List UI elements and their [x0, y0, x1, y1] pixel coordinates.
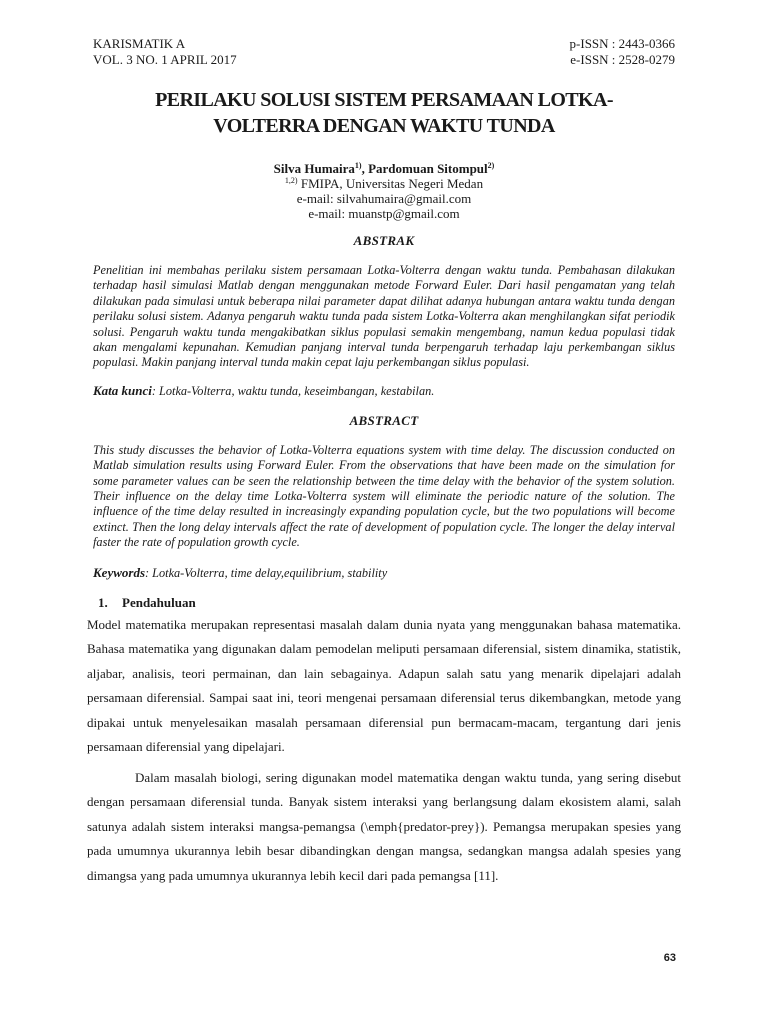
paper-title-line-2: VOLTERRA DENGAN WAKTU TUNDA — [213, 115, 555, 137]
keywords-text: : Lotka-Volterra, time delay,equilibrium, stability — [145, 565, 388, 580]
abstrak-text: Penelitian ini membahas perilaku sistem persamaan Lotka-Volterra dengan waktu tunda. Pembahasan dilakukan terhadap hasil simulasi Matlab dengan menggunakan metode Forward Euler. Dari hasil pengamatan yang telah dilakukan pada simulasi untuk beberapa nilai parameter dapat dilihat adanya hubungan antara waktu tunda dengan perilaku solusi sistem. Adanya pengaruh waktu tunda pada sistem Lotka-Volterra akan menghilangkan sifat periodik solusi. Pengaruh waktu tunda mengakibatkan siklus populasi semakin mengembang, namun kedua populasi tidak akan mengalami kepunahan. Kemudian panjang interval tunda berpengaruh terhadap laju perkembangan siklus populasi. Makin panjang interval tunda makin cepat laju perkembangan siklus populasi. — [93, 263, 675, 370]
body-paragraph-1: Model matematika merupakan representasi masalah dalam dunia nyata yang menggunakan bahasa matematika. Bahasa matematika yang digunakan dalam pemodelan meliputi persamaan diferensial, sistem dinamika, statistik, aljabar, analisis, teori permainan, dan lain sebagainya. Adapun salah satu yang menarik dipelajari adalah persamaan diferensial. Sampai saat ini, teori mengenai persamaan diferensial terus dikembangkan, metode yang dipakai untuk menyelesaikan masalah persamaan diferensial pun bermacam-macam, tergantung dari jenis persamaan diferensial yang dipelajari. — [87, 616, 681, 755]
section-title: Pendahuluan — [122, 594, 196, 610]
author-1-affil-mark: 1) — [354, 161, 362, 170]
volume-info: VOL. 3 NO. 1 APRIL 2017 — [93, 52, 237, 67]
author-2: Pardomuan Sitompul — [368, 161, 488, 176]
abstrak-heading: ABSTRAK — [353, 233, 415, 248]
affiliation-line — [93, 176, 675, 191]
journal-name: KARISMATIK A — [93, 36, 186, 51]
kata-kunci-text: : Lotka-Volterra, waktu tunda, keseimbangan, kestabilan. — [151, 383, 435, 398]
kata-kunci-line — [93, 383, 675, 399]
section-heading — [93, 595, 675, 611]
print-issn: p-ISSN : 2443-0366 — [569, 36, 675, 51]
affiliation-mark: 1,2) — [284, 176, 298, 185]
author-block — [93, 161, 675, 221]
paper-title — [93, 87, 675, 139]
paper-title-line-1: PERILAKU SOLUSI SISTEM PERSAMAAN LOTKA- — [155, 89, 613, 111]
running-header-row-2 — [93, 52, 675, 68]
kata-kunci-label: Kata kunci — [93, 382, 152, 398]
abstract-text: This study discusses the behavior of Lotka-Volterra equations system with time delay. The discussion conducted on Matlab simulation results using Forward Euler. From the observations that have been made on the simulation for some parameter values can be seen the relationship between the time delay with the behavior of the system solution. Their influence on the delay time Lotka-Volterra system will eliminate the periodic nature of the solution. The influence of the time delay resulted in increasingly expanding population cycle, but the two populations will become extinct. Then the long delay intervals affect the rate of development of population cycle. The longer the delay interval faster the rate of population growth cycle. — [93, 442, 675, 550]
body-paragraph-2: Dalam masalah biologi, sering digunakan model matematika dengan waktu tunda, yang sering disebut dengan persamaan diferensial tunda. Banyak sistem interaksi yang berlangsung dalam ekosistem alami, salah satunya adalah sistem interaksi mangsa-pemangsa (\emph{predator-prey}). Pemangsa merupakan spesies yang pada umumnya ukurannya lebih besar dibandingkan dengan mangsa, sedangkan mangsa adalah spesies yang dimangsa yang pada umumnya ukurannya lebih kecil dari pada pemangsa [11]. — [87, 769, 681, 883]
journal-page — [87, 36, 681, 888]
email-2: e-mail: muanstp@gmail.com — [308, 206, 460, 221]
page-number: 63 — [663, 952, 676, 964]
author-2-affil-mark: 2) — [487, 161, 495, 170]
keywords-label: Keywords — [93, 564, 145, 580]
electronic-issn: e-ISSN : 2528-0279 — [570, 52, 675, 67]
keywords-line — [93, 565, 675, 581]
author-names — [93, 161, 675, 176]
email-1: e-mail: silvahumaira@gmail.com — [296, 191, 472, 206]
abstract-heading: ABSTRACT — [349, 412, 419, 428]
section-number: 1. — [98, 594, 108, 610]
affiliation: FMIPA, Universitas Negeri Medan — [297, 176, 484, 191]
author-1: Silva Humaira — [273, 161, 355, 176]
running-header-row-1 — [93, 36, 675, 52]
author-separator: , — [361, 161, 369, 176]
